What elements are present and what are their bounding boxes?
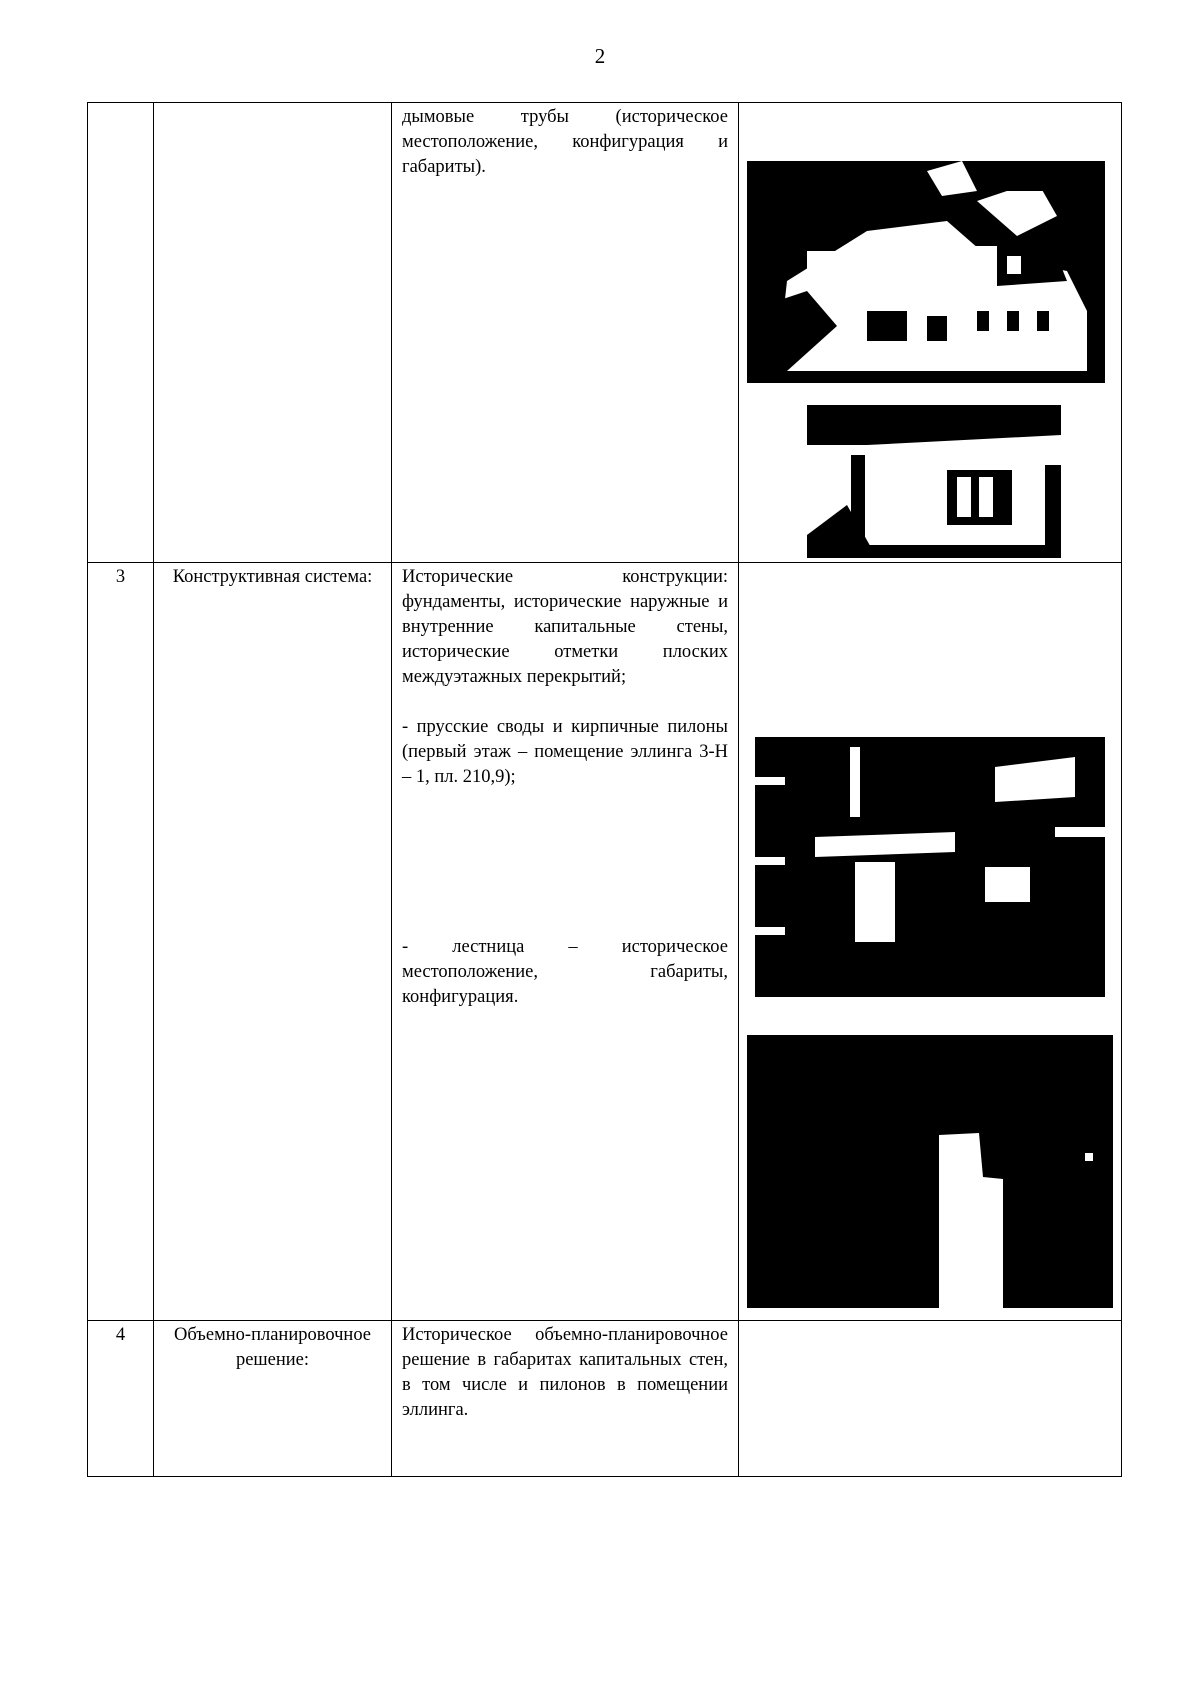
photo-cell	[739, 1321, 1122, 1477]
row-description	[392, 1321, 739, 1477]
page-number: 2	[594, 44, 606, 68]
photo-cell	[739, 103, 1122, 563]
row-category: Конструктивная система:	[154, 563, 392, 1321]
description-paragraph: - прусские своды и кирпичные пилоны (первый этаж – помещение эллинга 3-Н – 1, пл. 210,9);	[402, 717, 728, 787]
row-number: 4	[88, 1321, 154, 1477]
facade-window-photo	[807, 405, 1061, 558]
description-paragraph: - лестница – историческое местоположение, габариты, конфигурация.	[402, 937, 728, 1007]
description-paragraph: Исторические конструкции: фундаменты, исторические наружные и внутренние капитальные стены, исторические отметки плоских междуэтажных перекрытий;	[402, 567, 728, 687]
description-paragraph: Историческое объемно-планировочное решение в габаритах капитальных стен, в том числе и пилонов в помещении эллинга.	[402, 1325, 728, 1420]
subject-table	[87, 102, 1122, 1477]
staircase-photo	[747, 1035, 1113, 1308]
photo-cell	[739, 563, 1122, 1321]
row-number: 3	[88, 563, 154, 1321]
row-number	[88, 103, 154, 563]
table-row	[88, 563, 1122, 1321]
row-category	[154, 103, 392, 563]
description-paragraph: дымовые трубы (историческое местоположение, конфигурация и габариты).	[402, 107, 728, 177]
table-row	[88, 103, 1122, 563]
building-exterior-photo	[747, 161, 1105, 383]
prussian-vaults-photo	[755, 737, 1105, 997]
row-description	[392, 563, 739, 1321]
row-category: Объемно-планировочное решение:	[154, 1321, 392, 1477]
row-description	[392, 103, 739, 563]
table-row	[88, 1321, 1122, 1477]
